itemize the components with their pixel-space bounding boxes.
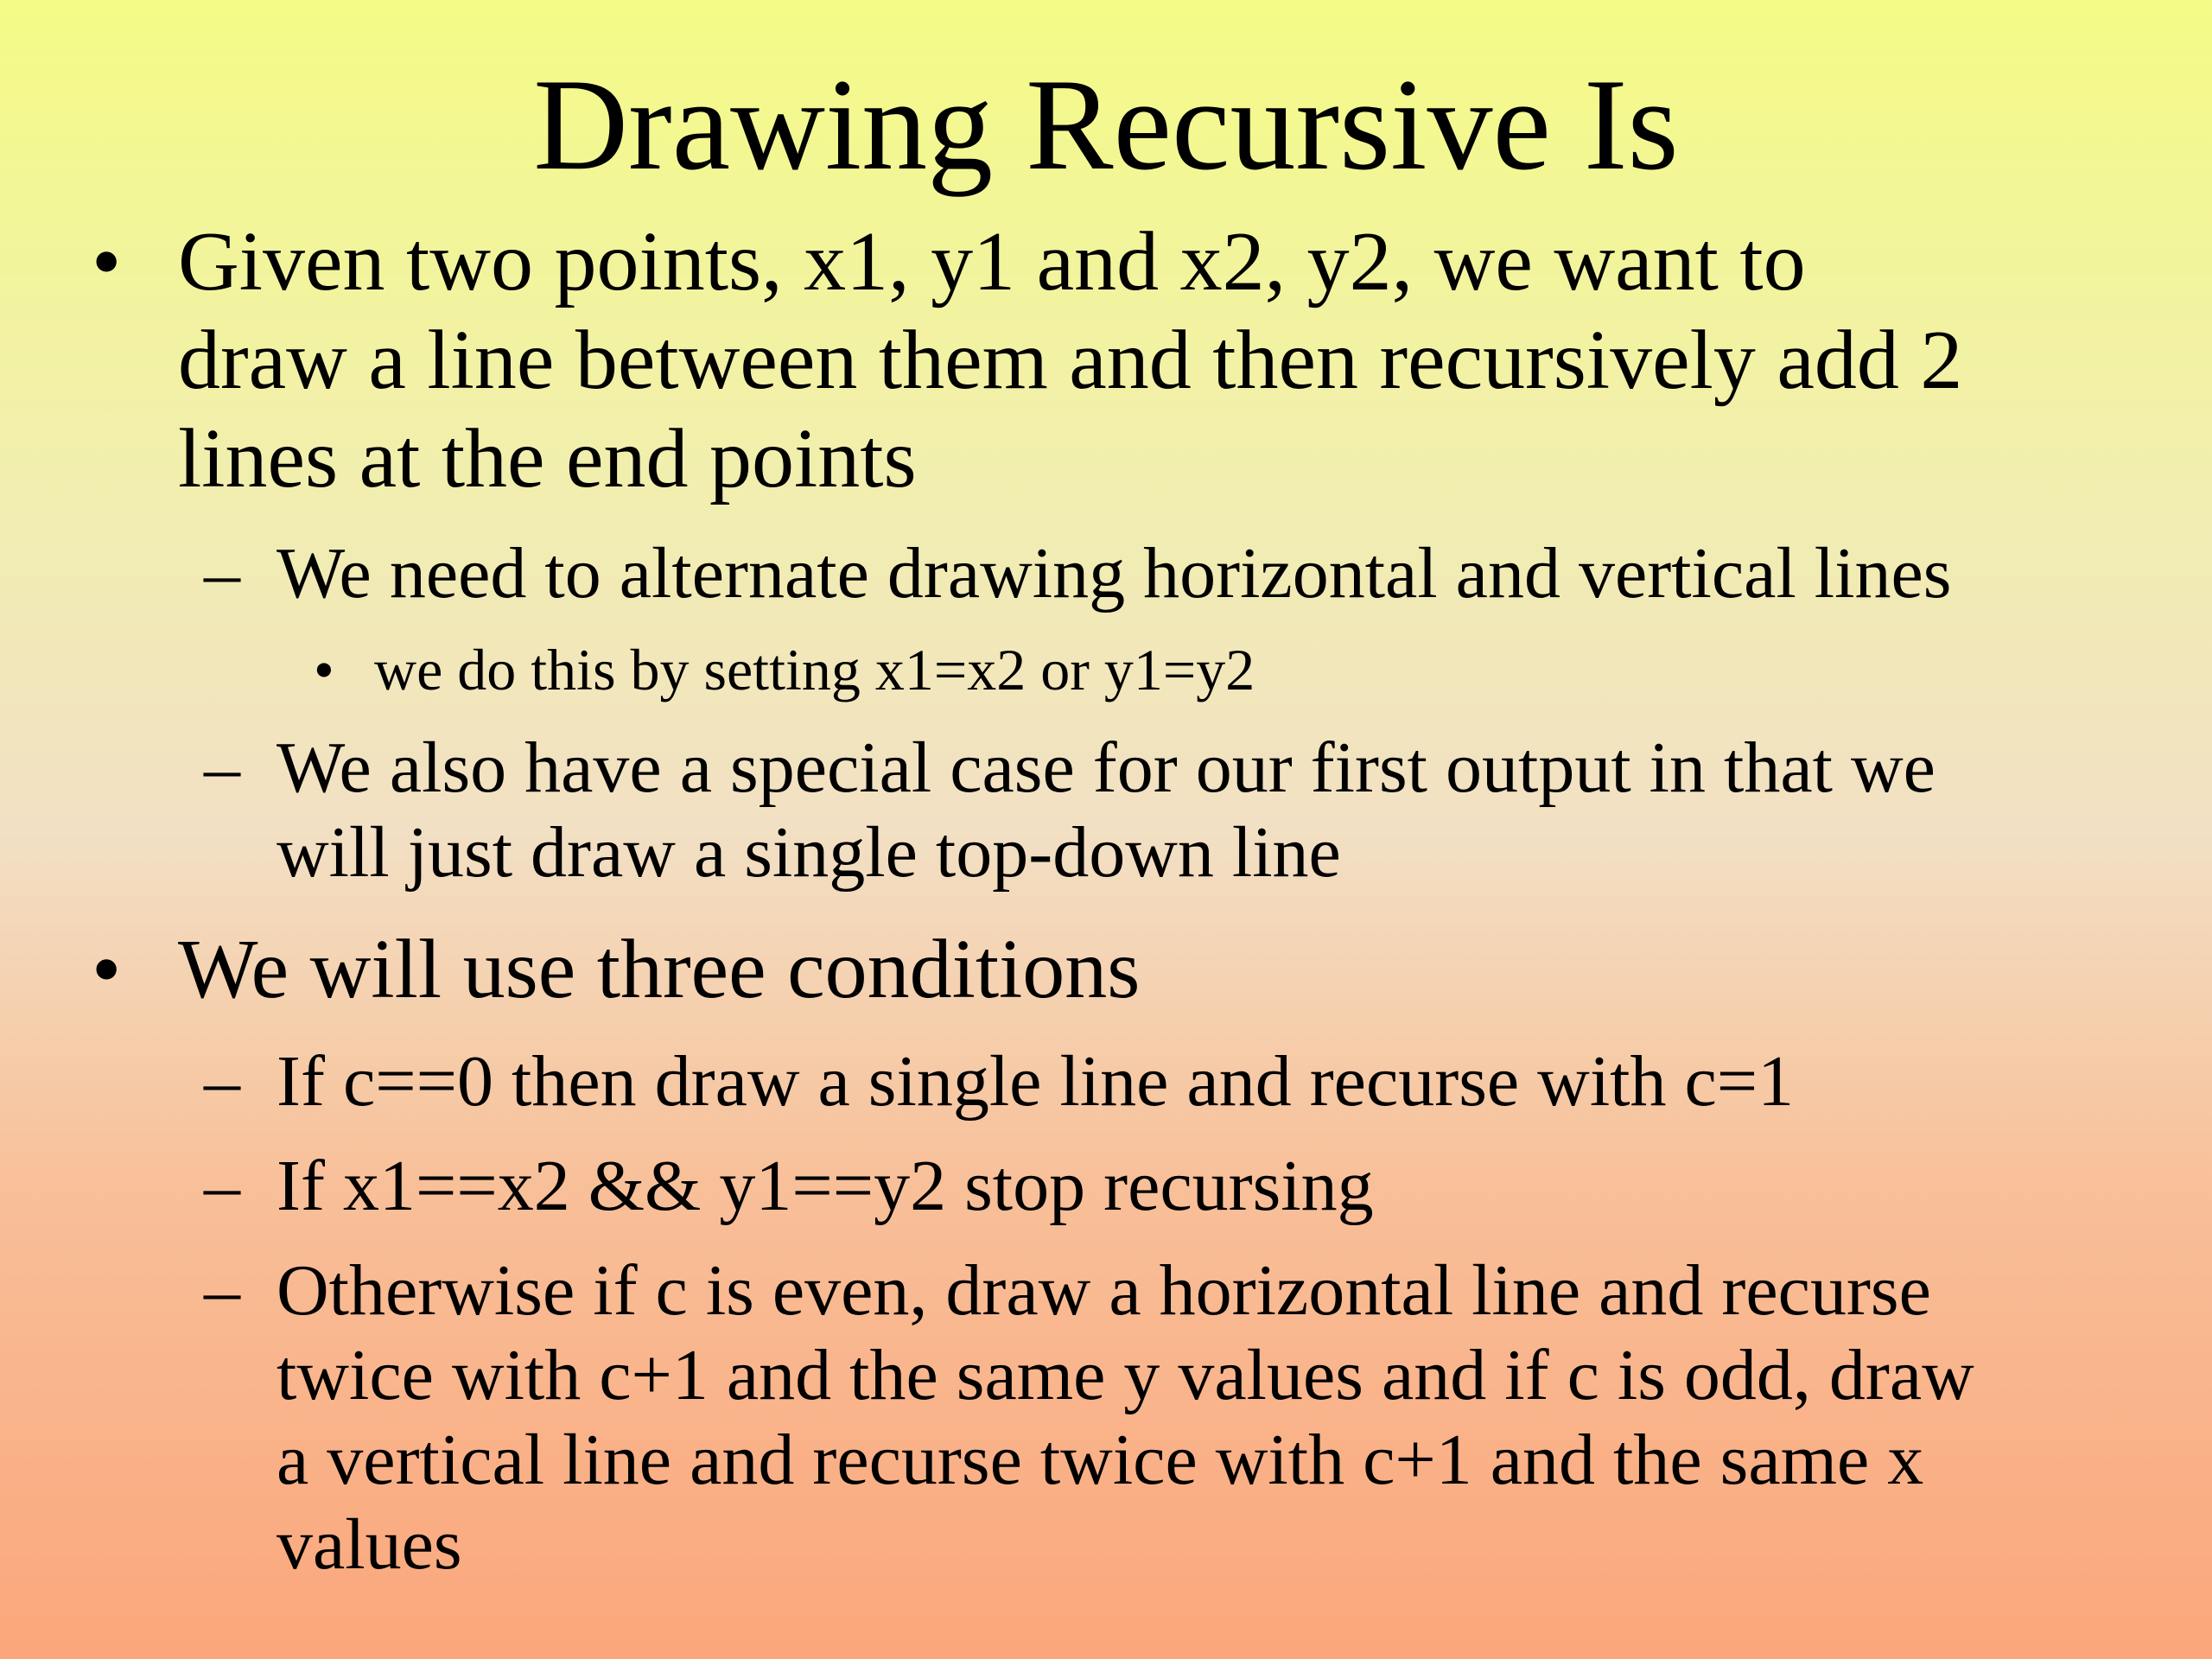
item-line: If x1==x2 && y1==y2 stop recursing xyxy=(276,1146,1374,1226)
item-line: will just draw a single top-down line xyxy=(276,812,1341,893)
item-line: Given two points, x1, y1 and x2, y2, we want to xyxy=(178,215,1806,308)
sub-sub-item-setting-coordinates xyxy=(314,635,1255,704)
sub-item-stop-recursing xyxy=(204,1144,1374,1229)
item-line: values xyxy=(276,1504,462,1585)
item-line: If c==0 then draw a single line and recurse with c=1 xyxy=(276,1041,1795,1122)
sub-item-condition-c-zero xyxy=(204,1039,1795,1124)
item-line: We also have a special case for our first output in that we xyxy=(276,728,1936,808)
item-line: lines at the end points xyxy=(178,412,917,505)
item-line: We will use three conditions xyxy=(178,923,1141,1016)
sub-item-otherwise xyxy=(204,1249,1974,1587)
sub-item-alternate-lines xyxy=(204,531,1952,616)
dash-icon: – xyxy=(204,1250,240,1331)
dash-icon: – xyxy=(204,533,240,613)
bullet-icon: • xyxy=(314,637,334,702)
bullet-icon: • xyxy=(92,215,122,308)
slide-title: Drawing Recursive Is xyxy=(533,52,1679,197)
item-line: a vertical line and recurse twice with c+1 and the same x xyxy=(276,1420,1924,1500)
bullet-icon: • xyxy=(92,923,122,1016)
item-line: draw a line between them and then recursively add 2 xyxy=(178,314,1963,407)
bullet-item-given-two-points xyxy=(92,213,1963,508)
sub-item-special-case xyxy=(204,726,1936,895)
dash-icon: – xyxy=(204,1041,240,1122)
bullet-item-three-conditions xyxy=(92,920,1141,1019)
dash-icon: – xyxy=(204,728,240,808)
dash-icon: – xyxy=(204,1146,240,1226)
item-line: we do this by setting x1=x2 or y1=y2 xyxy=(374,637,1255,702)
item-line: Otherwise if c is even, draw a horizontal line and recurse xyxy=(276,1250,1931,1331)
item-line: We need to alternate drawing horizontal and vertical lines xyxy=(276,533,1952,613)
item-line: twice with c+1 and the same y values and if c is odd, draw xyxy=(276,1335,1974,1415)
